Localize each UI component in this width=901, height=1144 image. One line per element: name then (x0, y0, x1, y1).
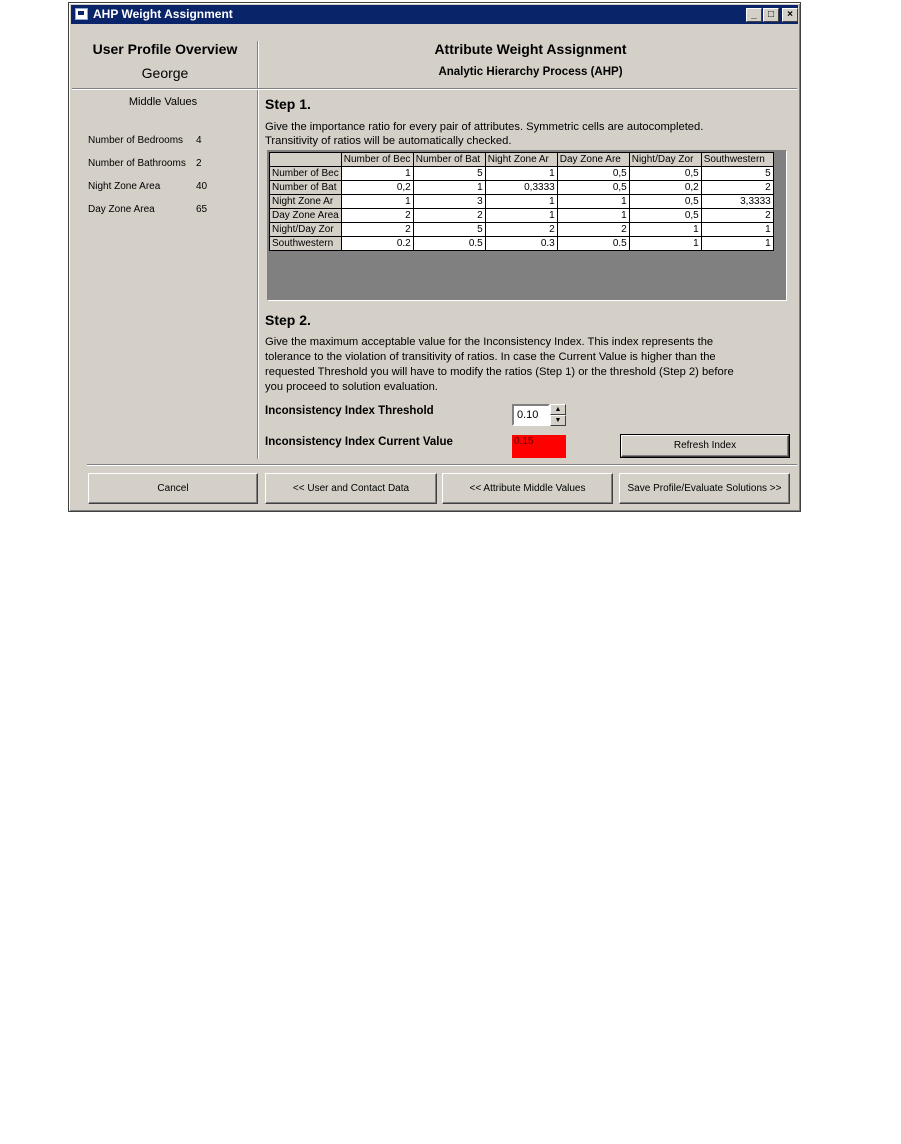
spin-down-icon[interactable]: ▼ (550, 415, 566, 426)
ahp-window (68, 2, 801, 512)
matrix-corner-cell (270, 153, 342, 167)
title-bar[interactable] (71, 5, 798, 24)
middle-values-heading: Middle Values (128, 96, 198, 108)
middle-value: 40 (196, 181, 208, 192)
matrix-column-header[interactable]: Number of Bat (413, 153, 485, 167)
matrix-cell[interactable]: 0.5 (557, 237, 629, 251)
spin-up-icon[interactable]: ▲ (550, 404, 566, 415)
matrix-cell[interactable]: 2 (485, 223, 557, 237)
middle-value-label: Night Zone Area (88, 181, 161, 192)
profile-heading: User Profile Overview (92, 41, 238, 57)
matrix-cell[interactable]: 0,2 (341, 181, 413, 195)
matrix-cell[interactable]: 0,2 (629, 181, 701, 195)
matrix-cell[interactable]: 1 (413, 181, 485, 195)
matrix-row (270, 167, 774, 181)
matrix-column-header[interactable]: Day Zone Are (557, 153, 629, 167)
ratio-matrix-table (269, 152, 774, 251)
threshold-spinner (550, 404, 566, 426)
matrix-cell[interactable]: 1 (557, 209, 629, 223)
matrix-cell[interactable]: 0.3 (485, 237, 557, 251)
close-button[interactable]: × (782, 8, 798, 22)
matrix-cell[interactable]: 0.2 (341, 237, 413, 251)
matrix-cell[interactable]: 1 (701, 237, 773, 251)
matrix-cell[interactable]: 0,5 (629, 209, 701, 223)
step2-instruction: Give the maximum acceptable value for the Inconsistency Index. This index represents the (265, 336, 714, 348)
matrix-cell[interactable]: 5 (413, 223, 485, 237)
threshold-input[interactable]: 0.10 (512, 404, 550, 426)
matrix-cell[interactable]: 1 (485, 195, 557, 209)
matrix-row (270, 209, 774, 223)
matrix-cell[interactable]: 1 (341, 195, 413, 209)
app-icon[interactable] (75, 8, 88, 20)
matrix-cell[interactable]: 3 (413, 195, 485, 209)
matrix-cell[interactable]: 3,3333 (701, 195, 773, 209)
footer-divider (87, 464, 797, 465)
matrix-column-header[interactable]: Night/Day Zor (629, 153, 701, 167)
maximize-button[interactable]: □ (763, 8, 779, 22)
matrix-cell[interactable]: 0,3333 (485, 181, 557, 195)
middle-value-label: Day Zone Area (88, 204, 155, 215)
step2-instruction: requested Threshold you will have to modify the ratios (Step 1) or the threshold (Step 2) before (265, 366, 734, 378)
matrix-cell[interactable]: 1 (629, 223, 701, 237)
matrix-cell[interactable]: 0.5 (413, 237, 485, 251)
attribute-middle-values-button[interactable]: << Attribute Middle Values (442, 473, 613, 504)
matrix-cell[interactable]: 0,5 (557, 181, 629, 195)
matrix-column-header[interactable]: Number of Bec (341, 153, 413, 167)
matrix-cell[interactable]: 2 (701, 181, 773, 195)
matrix-header-row (270, 153, 774, 167)
matrix-cell[interactable]: 2 (557, 223, 629, 237)
step1-instruction: Transitivity of ratios will be automatically checked. (265, 135, 512, 147)
panel-divider (257, 41, 258, 459)
ahp-subheading: Analytic Hierarchy Process (AHP) (438, 66, 623, 78)
matrix-row-header[interactable]: Number of Bec (270, 167, 342, 181)
middle-value-label: Number of Bedrooms (88, 135, 184, 146)
matrix-row-header[interactable]: Night/Day Zor (270, 223, 342, 237)
matrix-cell[interactable]: 1 (485, 209, 557, 223)
threshold-label: Inconsistency Index Threshold (265, 405, 434, 417)
matrix-cell[interactable]: 0,5 (629, 195, 701, 209)
matrix-column-header[interactable]: Night Zone Ar (485, 153, 557, 167)
matrix-cell[interactable]: 2 (413, 209, 485, 223)
matrix-cell[interactable]: 1 (701, 223, 773, 237)
matrix-row-header[interactable]: Night Zone Ar (270, 195, 342, 209)
matrix-cell[interactable]: 1 (485, 167, 557, 181)
refresh-index-button[interactable]: Refresh Index (621, 435, 789, 457)
matrix-cell[interactable]: 1 (557, 195, 629, 209)
current-value-display: 0.15 (512, 435, 566, 458)
user-contact-data-button[interactable]: << User and Contact Data (265, 473, 437, 504)
matrix-cell[interactable]: 2 (701, 209, 773, 223)
middle-value: 4 (196, 135, 202, 146)
save-profile-button[interactable]: Save Profile/Evaluate Solutions >> (619, 473, 790, 504)
current-value-label: Inconsistency Index Current Value (265, 436, 453, 448)
matrix-row (270, 195, 774, 209)
user-name: George (141, 65, 189, 81)
matrix-cell[interactable]: 1 (629, 237, 701, 251)
matrix-cell[interactable]: 5 (413, 167, 485, 181)
matrix-column-header[interactable]: Southwestern (701, 153, 773, 167)
step2-title: Step 2. (265, 312, 311, 328)
matrix-cell[interactable]: 0,5 (557, 167, 629, 181)
matrix-cell[interactable]: 1 (341, 167, 413, 181)
matrix-cell[interactable]: 0,5 (629, 167, 701, 181)
matrix-row (270, 181, 774, 195)
matrix-row (270, 223, 774, 237)
middle-value: 65 (196, 204, 208, 215)
step1-title: Step 1. (265, 96, 311, 112)
middle-value: 2 (196, 158, 202, 169)
matrix-row-header[interactable]: Southwestern (270, 237, 342, 251)
matrix-cell[interactable]: 5 (701, 167, 773, 181)
matrix-row-header[interactable]: Number of Bat (270, 181, 342, 195)
step2-instruction: tolerance to the violation of transitivity of ratios. In case the Current Value is higher than the (265, 351, 716, 363)
matrix-cell[interactable]: 2 (341, 223, 413, 237)
matrix-cell[interactable]: 2 (341, 209, 413, 223)
middle-value-label: Number of Bathrooms (88, 158, 186, 169)
matrix-row (270, 237, 774, 251)
minimize-button[interactable]: _ (746, 8, 762, 22)
ratio-matrix (267, 150, 787, 301)
cancel-button[interactable]: Cancel (88, 473, 258, 504)
step1-instruction: Give the importance ratio for every pair of attributes. Symmetric cells are autocompleted. (265, 121, 704, 133)
header-divider (72, 88, 797, 89)
matrix-row-header[interactable]: Day Zone Area (270, 209, 342, 223)
attribute-weight-heading: Attribute Weight Assignment (434, 41, 627, 57)
step2-instruction: you proceed to solution evaluation. (265, 381, 438, 393)
window-title: AHP Weight Assignment (93, 7, 233, 21)
